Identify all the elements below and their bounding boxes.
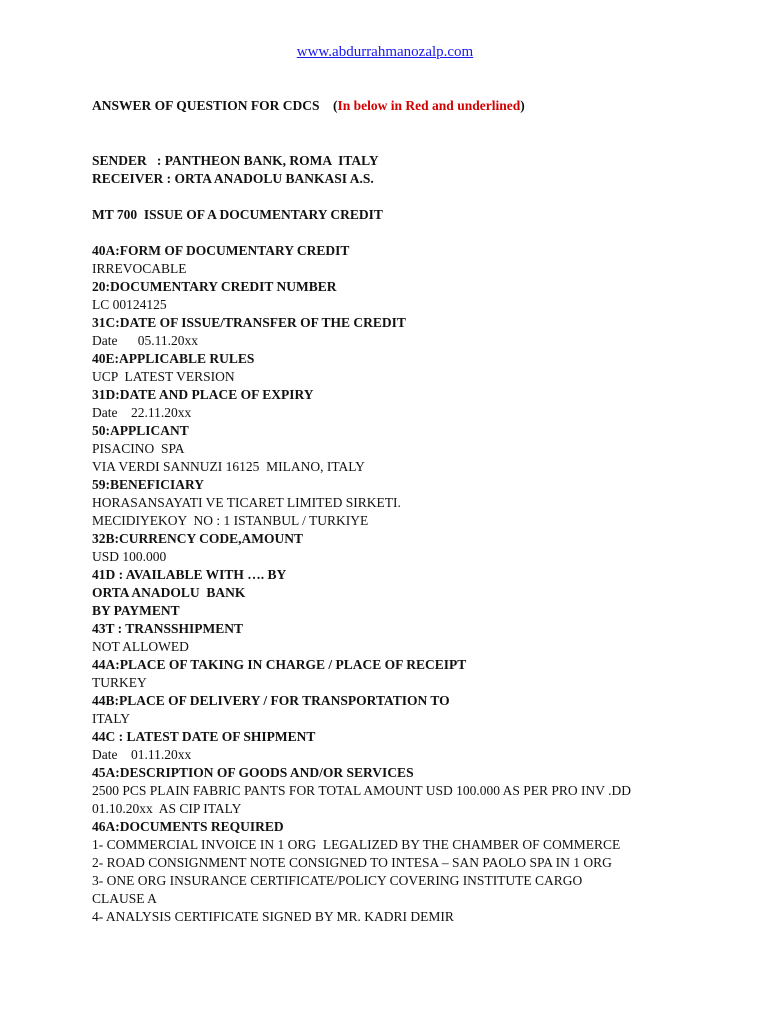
field-label: 40E:APPLICABLE RULES xyxy=(92,351,255,366)
field-value: Date 01.11.20xx xyxy=(92,747,192,762)
document-item: CLAUSE A xyxy=(92,891,157,906)
heading-note-open: ( xyxy=(333,98,338,113)
document-item: 2- ROAD CONSIGNMENT NOTE CONSIGNED TO INTESA – SAN PAOLO SPA IN 1 ORG xyxy=(92,855,612,870)
field-value: TURKEY xyxy=(92,675,147,690)
field-label: 44C : LATEST DATE OF SHIPMENT xyxy=(92,729,316,744)
field-value: HORASANSAYATI VE TICARET LIMITED SIRKETI. xyxy=(92,495,401,510)
field-value: NOT ALLOWED xyxy=(92,639,189,654)
field-label: 32B:CURRENCY CODE,AMOUNT xyxy=(92,531,303,546)
field-value: 01.10.20xx AS CIP ITALY xyxy=(92,801,242,816)
field-value: ORTA ANADOLU BANK xyxy=(92,585,246,600)
field-label: 44A:PLACE OF TAKING IN CHARGE / PLACE OF RECEIPT xyxy=(92,657,467,672)
field-value: IRREVOCABLE xyxy=(92,261,187,276)
field-value: 2500 PCS PLAIN FABRIC PANTS FOR TOTAL AMOUNT USD 100.000 AS PER PRO INV .DD xyxy=(92,783,632,798)
heading-note: In below in Red and underlined xyxy=(337,98,521,113)
field-label: 40A:FORM OF DOCUMENTARY CREDIT xyxy=(92,243,350,258)
receiver-line: RECEIVER : ORTA ANADOLU BANKASI A.S. xyxy=(92,171,374,186)
field-label: 44B:PLACE OF DELIVERY / FOR TRANSPORTATION TO xyxy=(92,693,450,708)
field-label: 31C:DATE OF ISSUE/TRANSFER OF THE CREDIT xyxy=(92,315,406,330)
field-label: 31D:DATE AND PLACE OF EXPIRY xyxy=(92,387,314,402)
field-label: 43T : TRANSSHIPMENT xyxy=(92,621,244,636)
document-item: 1- COMMERCIAL INVOICE IN 1 ORG LEGALIZED BY THE CHAMBER OF COMMERCE xyxy=(92,837,621,852)
message-type: MT 700 ISSUE OF A DOCUMENTARY CREDIT xyxy=(92,207,383,222)
message-type-block xyxy=(92,206,732,224)
credit-fields xyxy=(92,242,732,926)
field-label: 45A:DESCRIPTION OF GOODS AND/OR SERVICES xyxy=(92,765,414,780)
field-value: PISACINO SPA xyxy=(92,441,185,456)
document-heading xyxy=(92,98,525,114)
document-item: 4- ANALYSIS CERTIFICATE SIGNED BY MR. KADRI DEMIR xyxy=(92,909,454,924)
field-value: BY PAYMENT xyxy=(92,603,180,618)
field-label: 50:APPLICANT xyxy=(92,423,189,438)
website-link[interactable]: www.abdurrahmanozalp.com xyxy=(296,44,474,60)
field-value: ITALY xyxy=(92,711,131,726)
field-value: USD 100.000 xyxy=(92,549,167,564)
field-value: VIA VERDI SANNUZI 16125 MILANO, ITALY xyxy=(92,459,365,474)
field-label: 20:DOCUMENTARY CREDIT NUMBER xyxy=(92,279,337,294)
field-label: 59:BENEFICIARY xyxy=(92,477,205,492)
parties-block xyxy=(92,152,732,188)
field-value: MECIDIYEKOY NO : 1 ISTANBUL / TURKIYE xyxy=(92,513,369,528)
field-value: Date 05.11.20xx xyxy=(92,333,198,348)
field-value: Date 22.11.20xx xyxy=(92,405,192,420)
heading-title: ANSWER OF QUESTION FOR CDCS xyxy=(92,98,320,113)
field-label: 46A:DOCUMENTS REQUIRED xyxy=(92,819,284,834)
heading-note-close: ) xyxy=(520,98,525,113)
field-value: LC 00124125 xyxy=(92,297,167,312)
sender-line: SENDER : PANTHEON BANK, ROMA ITALY xyxy=(92,153,379,168)
field-label: 41D : AVAILABLE WITH …. BY xyxy=(92,567,287,582)
document-item: 3- ONE ORG INSURANCE CERTIFICATE/POLICY COVERING INSTITUTE CARGO xyxy=(92,873,583,888)
field-value: UCP LATEST VERSION xyxy=(92,369,235,384)
